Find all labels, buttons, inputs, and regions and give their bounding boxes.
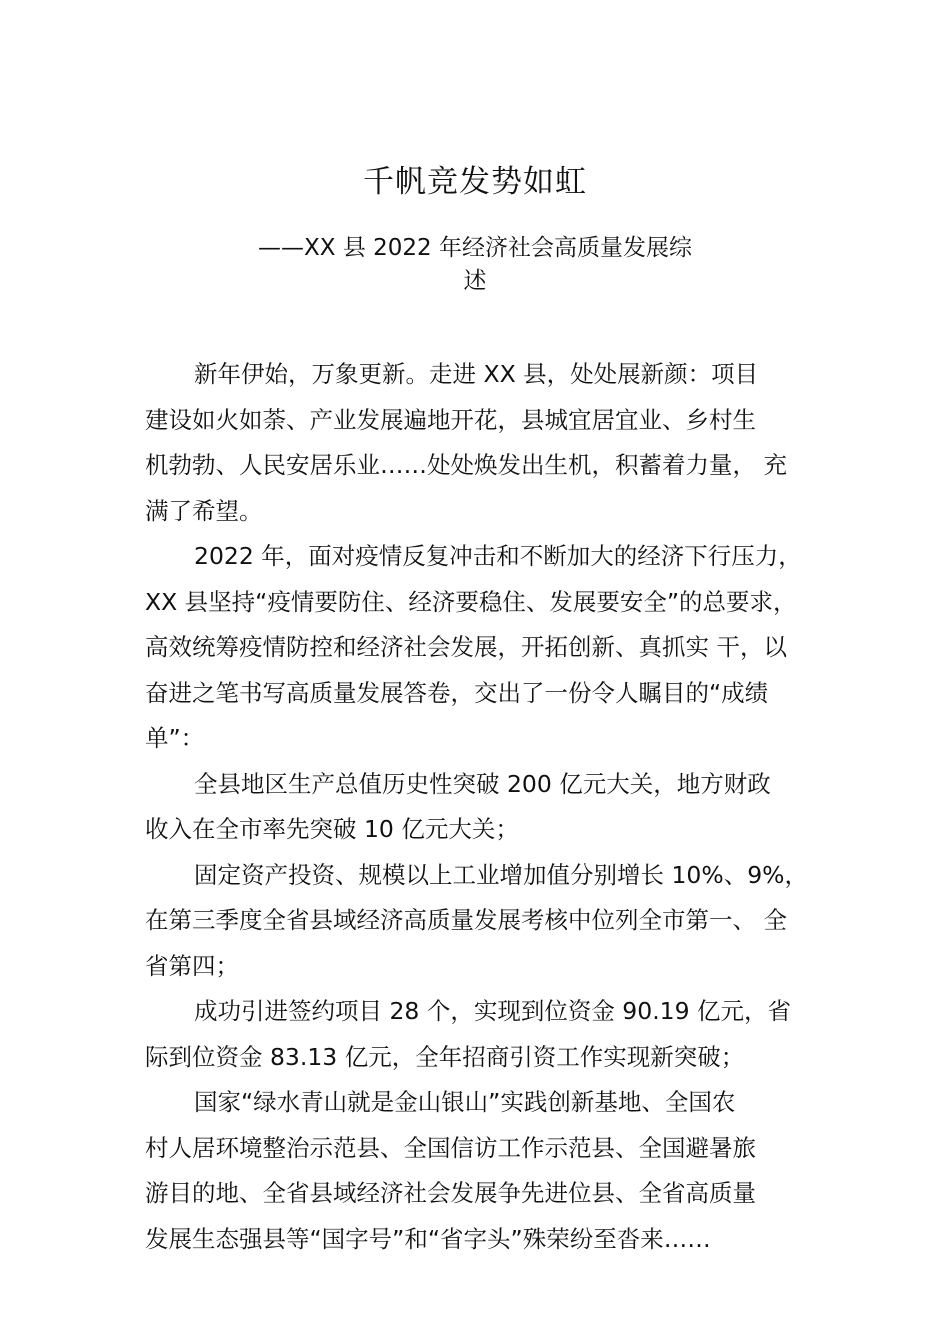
paragraph-line: 收入在全市率先突破 10 亿元大关； [145,815,519,843]
document-subtitle [0,232,950,298]
paragraph-line: 国家“绿水青山就是金山银山”实践创新基地、全国农 [194,1088,736,1116]
paragraph-line: 建设如火如荼、产业发展遍地开花，县城宜居宜业、乡村生 [145,405,756,434]
paragraph-line: 高效统筹疫情防控和经济社会发展，开拓创新、真抓实 干，以 [145,633,787,661]
subtitle-line: 述 [463,268,487,294]
paragraph-intro [145,352,835,534]
paragraph-line: 省第四； [145,951,239,980]
paragraph-line: 际到位资金 83.13 亿元，全年招商引资工作实现新突破； [145,1042,745,1071]
subtitle-line: ——XX 县 2022 年经济社会高质量发展综 [258,235,692,261]
paragraph-gdp [145,762,835,853]
paragraph-line: 奋进之笔书写高质量发展答卷，交出了一份令人瞩目的“成绩 [145,678,769,707]
paragraph-projects [145,989,835,1080]
paragraph-investment [145,853,835,990]
paragraph-line: 单”： [145,724,205,752]
paragraph-line: 新年伊始，万象更新。走进 XX 县，处处展新颜：项目 [194,360,759,388]
paragraph-line: 发展生态强县等“国字号”和“省字头”殊荣纷至沓来…… [145,1224,711,1253]
paragraph-honors [145,1080,835,1262]
document-body [145,352,835,1262]
paragraph-line: 机勃勃、人民安居乐业……处处焕发出生机，积蓄着力量， 充 [145,451,787,479]
paragraph-line: 游目的地、全省县域经济社会发展争先进位县、全省高质量 [145,1179,756,1207]
paragraph-line: 满了希望。 [145,496,263,525]
paragraph-overview [145,534,835,762]
paragraph-line: 固定资产投资、规模以上工业增加值分别增长 10%、9%， [194,860,808,889]
paragraph-line: 村人居环境整治示范县、全国信访工作示范县、全国避暑旅 [145,1133,756,1162]
paragraph-line: 在第三季度全省县域经济高质量发展考核中位列全市第一、 全 [145,906,787,934]
document-title: 千帆竞发势如虹 [363,164,587,200]
paragraph-line: XX 县坚持“疫情要防住、经济要稳住、发展要安全”的总要求， [145,587,797,616]
paragraph-line: 全县地区生产总值历史性突破 200 亿元大关，地方财政 [194,769,771,798]
paragraph-line: 成功引进签约项目 28 个，实现到位资金 90.19 亿元，省 [194,997,792,1025]
paragraph-line: 2022 年，面对疫情反复冲击和不断加大的经济下行压力， [194,542,802,570]
